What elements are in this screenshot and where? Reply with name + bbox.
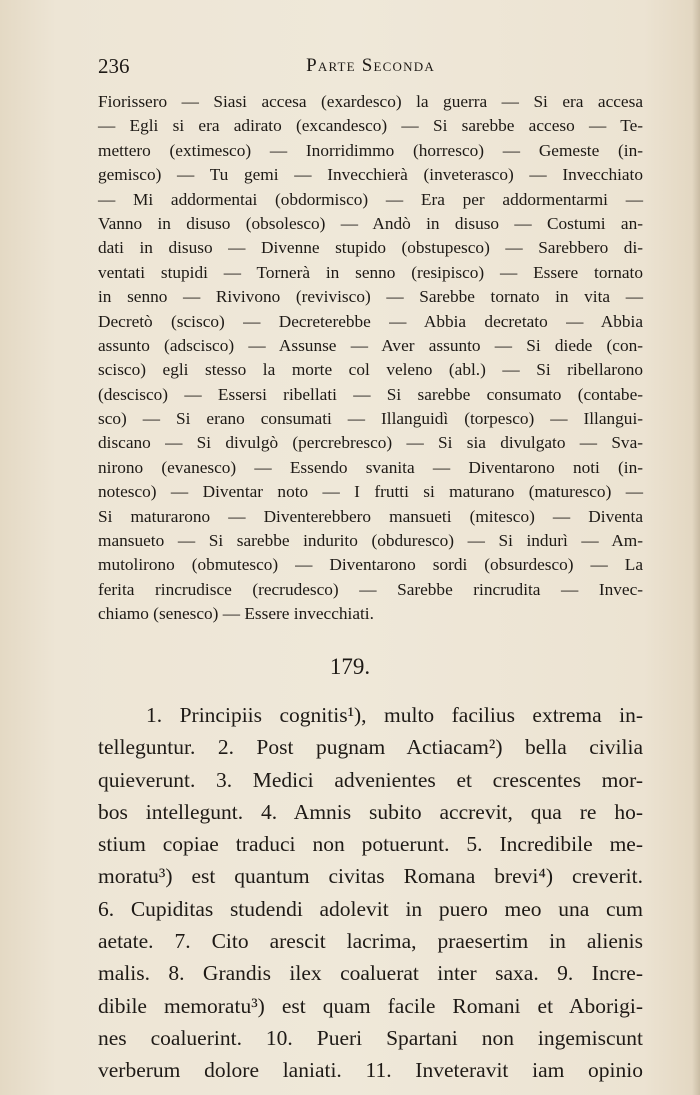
glossary-line: ferita rincrudisce (recrudesco) — Sarebbe rincrudita — Invec-: [98, 579, 643, 599]
exercise-line: quieverunt. 3. Medici advenientes et crescentes mor-: [98, 767, 643, 792]
exercise-line: verberum dolore laniati. 11. Inveteravit iam opinio: [98, 1058, 643, 1083]
exercise-line: moratu³) est quantum civitas Romana brevi⁴) creverit.: [98, 864, 643, 889]
glossary-line: Si maturarono — Diventerebbero mansueti (mitesco) — Diventa: [98, 506, 643, 526]
section-number: 179.: [329, 654, 371, 679]
exercise-line: nes coaluerint. 10. Pueri Spartani non ingemiscunt: [98, 1025, 643, 1050]
glossary-line: chiamo (senesco) — Essere invecchiati.: [98, 604, 374, 624]
exercise-line: 6. Cupiditas studendi adolevit in puero meo una cum: [98, 896, 643, 921]
glossary-line: mettero (extimesco) — Inorridimmo (horresco) — Gemeste (in-: [98, 140, 643, 160]
page-header: [98, 54, 643, 86]
exercise-line: bos intellegunt. 4. Amnis subito accrevit, qua re ho-: [98, 799, 643, 824]
glossary-line: ventati stupidi — Tornerà in senno (resipisco) — Essere tornato: [98, 262, 643, 282]
glossary-line: Vanno in disuso (obsolesco) — Andò in disuso — Costumi an-: [98, 213, 643, 233]
glossary-text: [98, 90, 643, 627]
glossary-line: (descisco) — Essersi ribellati — Si sarebbe consumato (contabe-: [98, 384, 643, 404]
glossary-line: assunto (adscisco) — Assunse — Aver assunto — Si diede (con-: [98, 335, 643, 355]
glossary-line: discano — Si divulgò (percrebresco) — Si sia divulgato — Sva-: [98, 433, 643, 453]
glossary-line: sco) — Si erano consumati — Illanguidì (torpesco) — Illangui-: [98, 409, 643, 429]
glossary-line: nirono (evanesco) — Essendo svanita — Diventarono noti (in-: [98, 457, 643, 477]
glossary-line: mutolirono (obmutesco) — Diventarono sordi (obsurdesco) — La: [98, 555, 643, 575]
exercise-line: aetate. 7. Cito arescit lacrima, praesertim in alienis: [98, 929, 643, 954]
glossary-line: Fiorissero — Siasi accesa (exardesco) la guerra — Si era accesa: [98, 92, 643, 111]
running-title: Parte Seconda: [306, 55, 435, 76]
glossary-line: — Mi addormentai (obdormisco) — Era per addormentarmi —: [98, 189, 643, 209]
exercise-line: 1. Principiis cognitis¹), multo facilius extrema in-: [146, 703, 643, 727]
glossary-line: mansueto — Si sarebbe indurito (obduresco) — Si indurì — Am-: [98, 531, 643, 551]
glossary-line: dati in disuso — Divenne stupido (obstupesco) — Sarebbero di-: [98, 238, 643, 258]
glossary-line: Decretò (scisco) — Decreterebbe — Abbia decretato — Abbia: [98, 311, 643, 331]
exercise-text: [98, 699, 643, 1087]
exercise-line: dibile memoratu³) est quam facile Romani et Aborigi-: [98, 993, 643, 1018]
glossary-line: — Egli si era adirato (excandesco) — Si sarebbe acceso — Te-: [98, 116, 643, 136]
glossary-line: gemisco) — Tu gemi — Invecchierà (inveterasco) — Invecchiato: [98, 165, 643, 185]
page-number: 236: [98, 54, 130, 78]
glossary-line: scisco) egli stesso la morte col veleno (abl.) — Si ribellarono: [98, 360, 643, 380]
exercise-line: stium copiae traduci non potuerunt. 5. Incredibile me-: [98, 832, 643, 857]
exercise-line: telleguntur. 2. Post pugnam Actiacam²) bella civilia: [98, 735, 643, 760]
glossary-line: in senno — Rivivono (revivisco) — Sarebbe tornato in vita —: [98, 287, 643, 307]
exercise-line: malis. 8. Grandis ilex coaluerat inter saxa. 9. Incre-: [98, 961, 643, 986]
glossary-line: notesco) — Diventar noto — I frutti si maturano (maturesco) —: [98, 482, 643, 502]
